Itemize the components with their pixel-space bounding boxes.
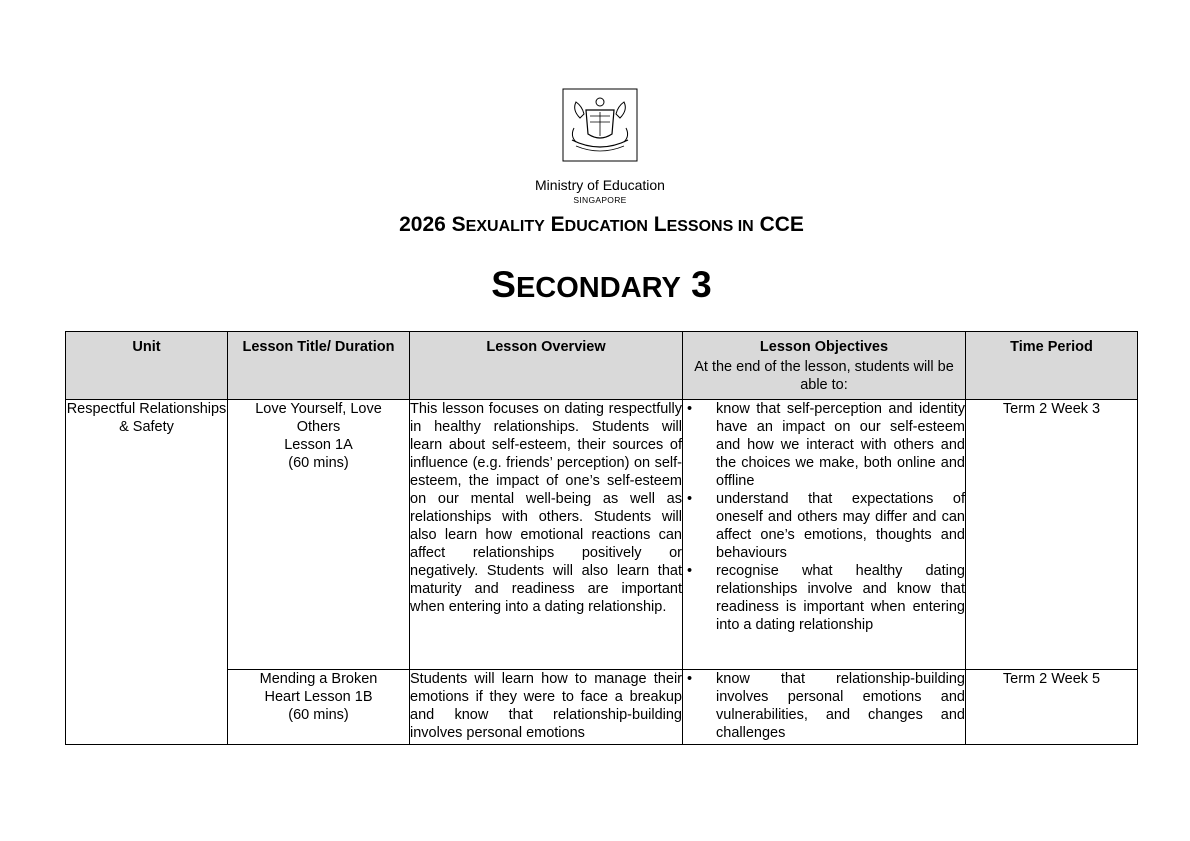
table-header-row — [66, 332, 1138, 400]
table-row — [66, 400, 1138, 670]
header-overview: Lesson Overview — [410, 332, 683, 400]
ministry-name: Ministry of Education — [535, 177, 665, 193]
lesson-table — [65, 331, 1138, 745]
header-unit: Unit — [66, 332, 228, 400]
time-period-cell: Term 2 Week 3 — [966, 400, 1138, 670]
objective-item: • recognise what healthy dating relationships involve and know that readiness is important when entering into a dating relationship — [683, 562, 965, 634]
objectives-cell — [683, 400, 966, 670]
header-lesson-title: Lesson Title/ Duration — [228, 332, 410, 400]
header-time-period: Time Period — [966, 332, 1138, 400]
title-word-2: EDUCATION — [550, 213, 648, 236]
objectives-cell — [683, 670, 966, 745]
objective-item: • know that relationship-building involves personal emotions and vulnerabilities, and changes and challenges — [683, 670, 965, 742]
document-title — [0, 213, 1190, 237]
lesson-title-cell: Mending a Broken Heart Lesson 1B (60 mins) — [228, 670, 410, 745]
title-word-1: SEXUALITY — [451, 213, 545, 236]
lesson-title-cell: Love Yourself, Love Others Lesson 1A (60 mins) — [228, 400, 410, 670]
level-heading: SECONDARY 3 — [491, 264, 712, 305]
ministry-country: SINGAPORE — [573, 195, 627, 205]
objective-item: • understand that expectations of oneself and others may differ and can affect one’s emotions, thoughts and behaviours — [683, 490, 965, 562]
header-objectives-label: Lesson Objectives — [759, 339, 889, 355]
overview-cell: Students will learn how to manage their emotions if they were to face a breakup and know that relationship-building involves personal emotions — [410, 670, 683, 745]
header-objectives-sub: At the end of the lesson, students will be able to: — [694, 359, 954, 393]
title-year: 2026 — [399, 213, 446, 236]
title-word-4: CCE — [759, 213, 804, 236]
moe-crest-logo — [562, 88, 638, 162]
objective-item: • know that self-perception and identity have an impact on our self-esteem and how we interact with others and the choices we make, both online and offline — [683, 400, 965, 490]
unit-cell: Respectful Relationships & Safety — [66, 400, 228, 745]
overview-cell: This lesson focuses on dating respectfully in healthy relationships. Students will learn about self-esteem, their sources of influence (e.g. friends’ perception) on self-esteem, the impact of one’s self-esteem on our mental well-being as well as relationships with others. Students will also learn how emotional reactions can affect relationships positively or negatively. Students will also learn that maturity and readiness are important when entering into a dating relationship. — [410, 400, 683, 670]
title-word-3: LESSONS IN — [653, 213, 754, 236]
header-objectives — [683, 332, 966, 400]
time-period-cell: Term 2 Week 5 — [966, 670, 1138, 745]
